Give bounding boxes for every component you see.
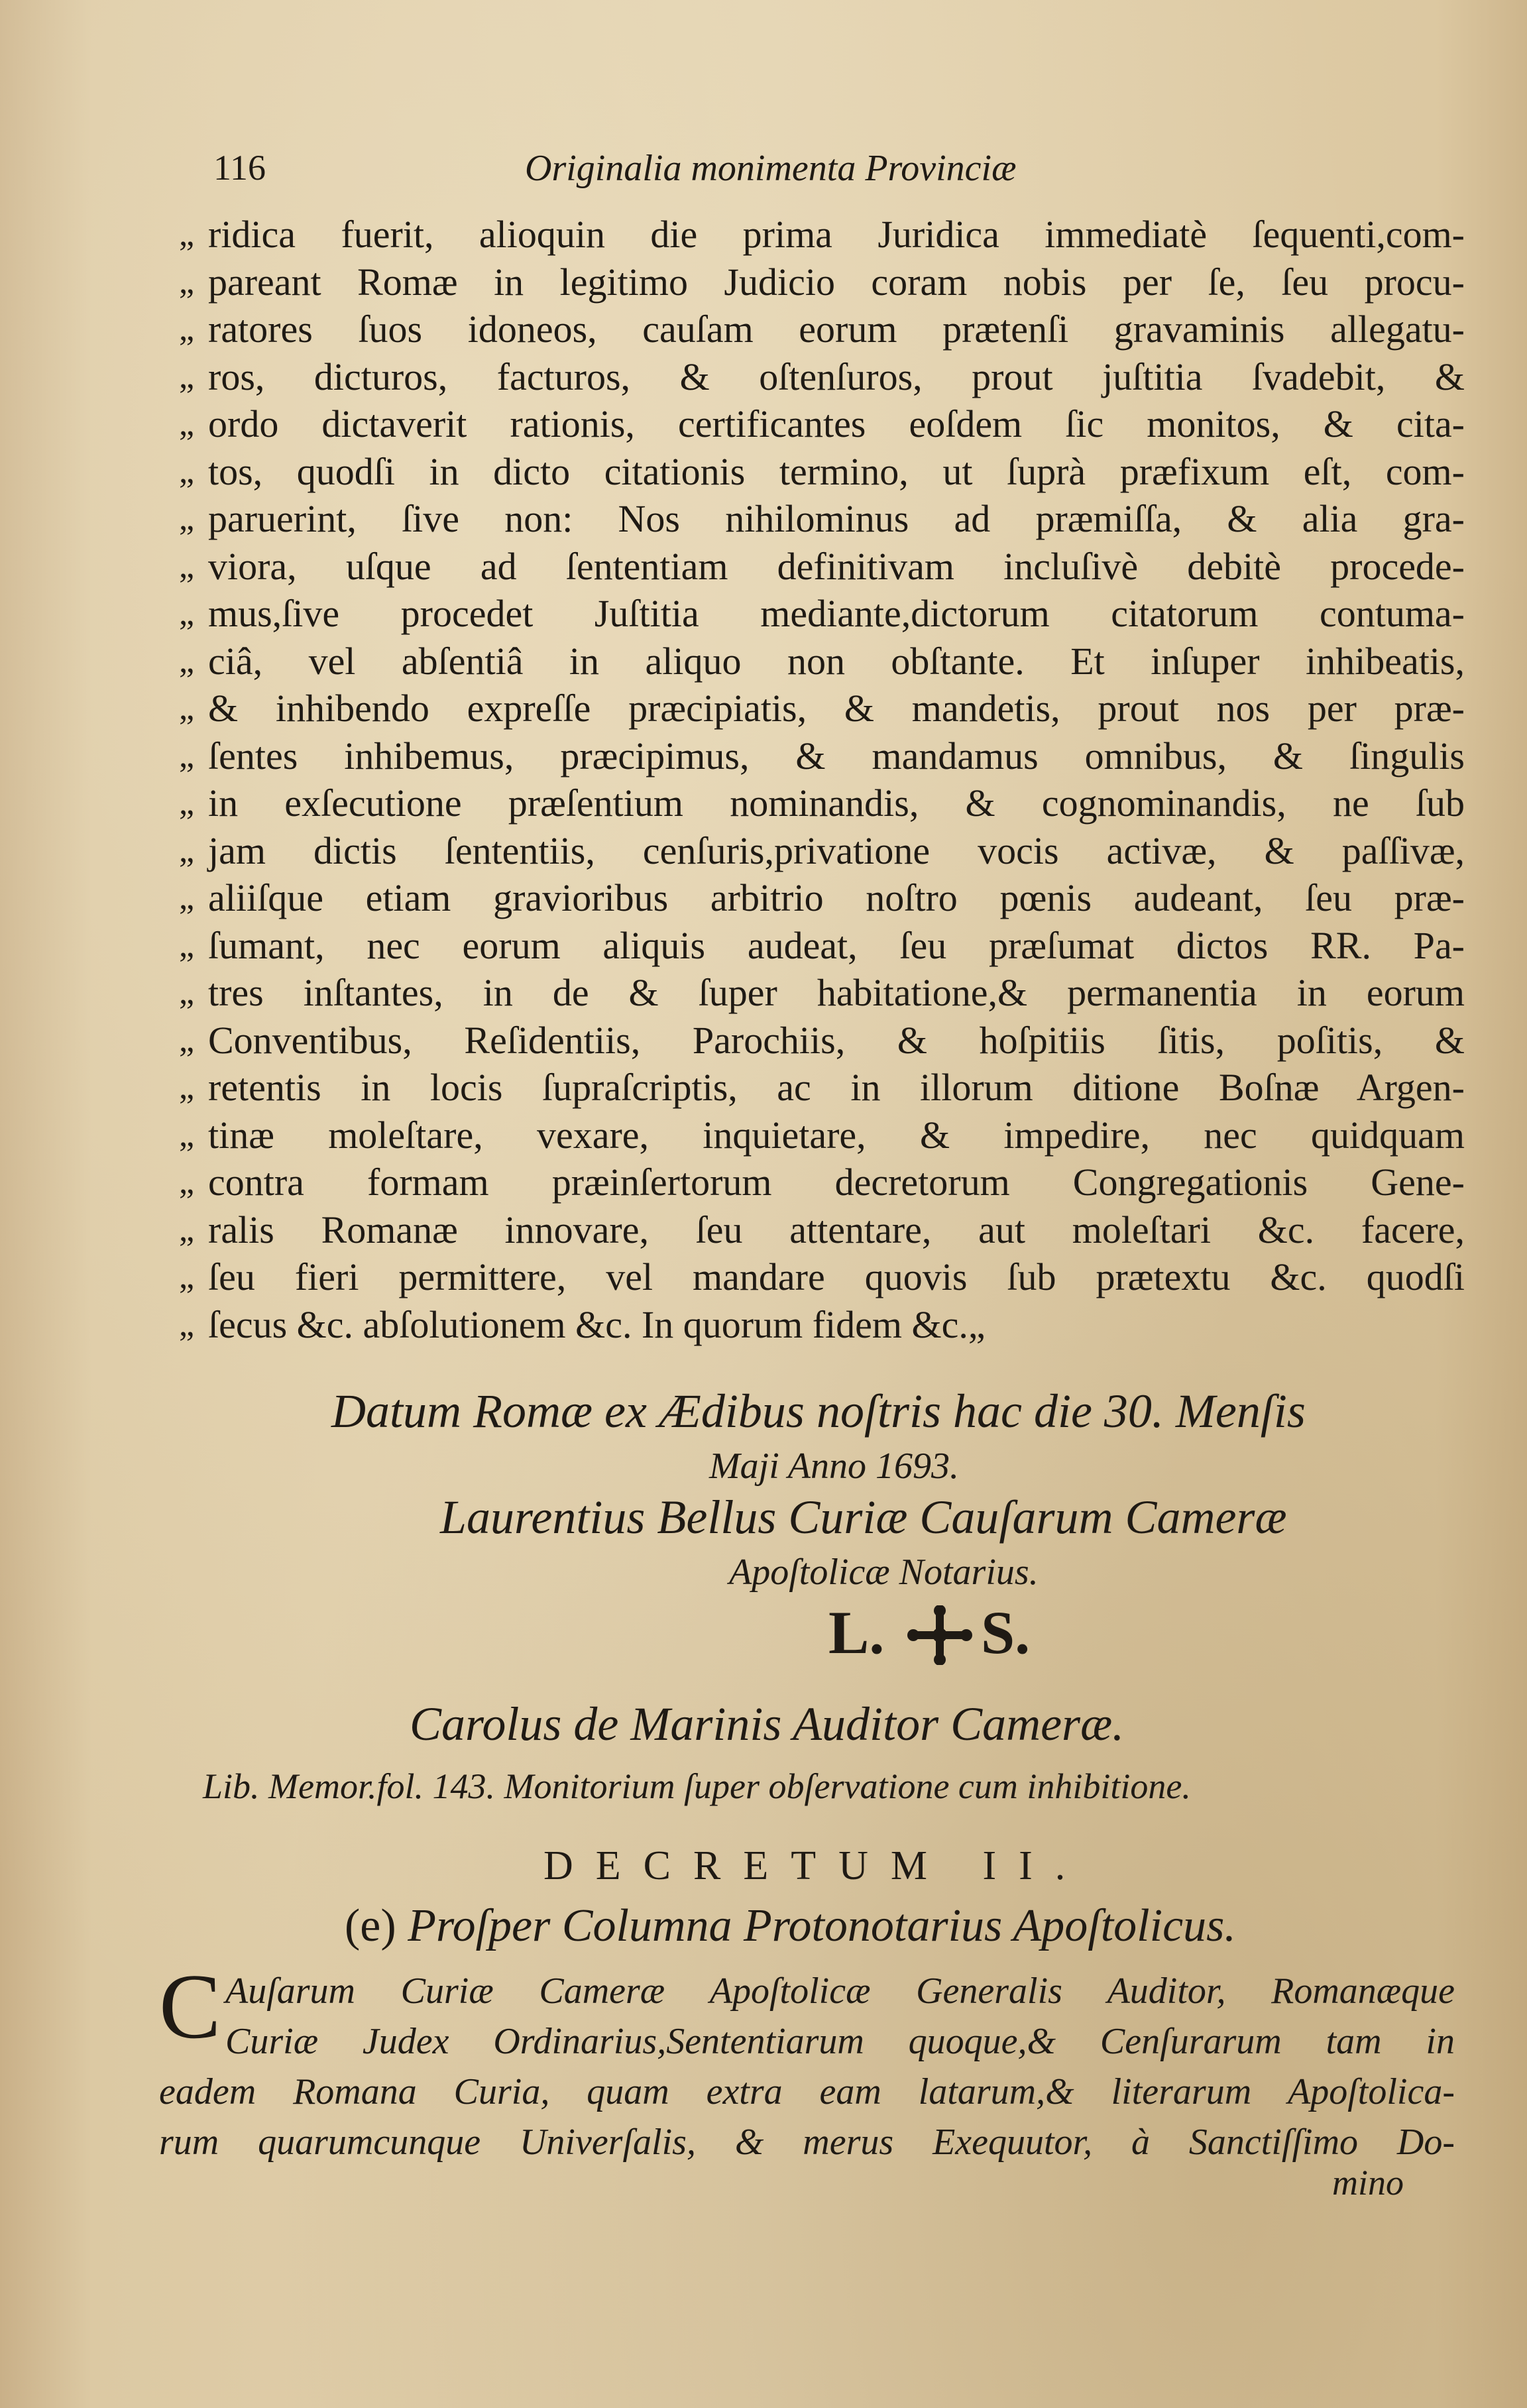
quoted-citation-block [179, 211, 1465, 1348]
decretum-line: Curiæ Judex Ordinarius,Sententiarum quoque,& Cenſurarum tam in [225, 2021, 1455, 2062]
quoted-line-text: in exſecutione præſentium nominandis, & cognominandis, ne ſub [208, 781, 1465, 825]
quoted-line-text: Conventibus, Reſidentiis, Parochiis, & hoſpitiis ſitis, poſitis, & [208, 1018, 1465, 1062]
quoted-line-text: viora, uſque ad ſententiam definitivam incluſivè debitè procede- [208, 544, 1465, 588]
quote-mark: „ [179, 1068, 195, 1106]
prosper-line [345, 1900, 1236, 1953]
quoted-line-text: ſeu fieri permittere, vel mandare quovis ſub prætextu &c. quodſi [208, 1255, 1465, 1298]
quote-mark: „ [179, 452, 195, 490]
quoted-line [179, 258, 1465, 306]
quote-mark: „ [179, 547, 195, 585]
quoted-line-text: ſentes inhibemus, præcipimus, & mandamus omnibus, & ſingulis [208, 734, 1465, 777]
quoted-line-text: jam dictis ſententiis, cenſuris,privatione vocis activæ, & paſſivæ, [208, 829, 1465, 872]
quoted-line [179, 827, 1465, 875]
auditor-signature: Carolus de Marinis Auditor Cameræ. [410, 1697, 1125, 1750]
quoted-line-text: ratores ſuos idoneos, cauſam eorum prætenſi gravaminis allegatu- [208, 308, 1465, 351]
decretum-body [159, 1955, 1455, 2167]
footnote-mark: (e) [345, 1900, 396, 1951]
quoted-line [179, 1112, 1465, 1159]
quoted-line [179, 306, 1465, 353]
decretum-line: Auſarum Curiæ Cameræ Apoſtolicæ Generalis Auditor, Romanæque [225, 1971, 1455, 2012]
quote-mark: „ [179, 1021, 195, 1059]
quoted-line-text: ridica fuerit, alioquin die prima Juridica immediatè ſequenti,com- [208, 213, 1465, 256]
quoted-line-text: ſumant, nec eorum aliquis audeat, ſeu præſumat dictos RR. Pa- [208, 923, 1465, 967]
quoted-line [179, 1206, 1465, 1254]
page-number: 116 [213, 148, 266, 188]
page-header [213, 147, 1373, 200]
quoted-line-text: ordo dictaverit rationis, certificantes eoſdem ſic monitos, & cita- [208, 402, 1465, 445]
decretum-heading: DECRETUM II. [543, 1843, 1088, 1888]
quote-mark: „ [179, 262, 195, 301]
quoted-line [179, 874, 1465, 922]
quoted-line-text: ros, dicturos, facturos, & oſtenſuros, prout juſtitia ſvadebit, & [208, 355, 1465, 398]
quoted-line-text: mus,ſive procedet Juſtitia mediante,dictorum citatorum contuma- [208, 592, 1465, 635]
decretum-line: eadem Romana Curia, quam extra eam latarum,& literarum Apoſtolica- [159, 2071, 1455, 2112]
quoted-line [179, 1301, 1465, 1349]
quote-mark: „ [179, 357, 195, 396]
quoted-line [179, 495, 1465, 543]
quoted-line [179, 779, 1465, 827]
quoted-line [179, 969, 1465, 1017]
quote-mark: „ [179, 784, 195, 822]
quote-mark: „ [179, 879, 195, 917]
quoted-line [179, 1253, 1465, 1301]
quote-mark: „ [179, 1258, 195, 1296]
quoted-line-text: & inhibendo expreſſe præcipiatis, & mandetis, prout nos per præ- [208, 687, 1465, 730]
quoted-line [179, 1017, 1465, 1064]
cross-fleury-icon [907, 1605, 973, 1665]
running-title: Originalia monimenta Provinciæ [525, 148, 1017, 189]
seal-letter-l: L. [828, 1599, 885, 1666]
quote-mark: „ [179, 1116, 195, 1154]
quote-mark: „ [179, 736, 195, 775]
quote-mark: „ [179, 215, 195, 253]
quoted-line-text: ſecus &c. abſolutionem &c. In quorum fidem &c.„ [208, 1302, 986, 1346]
catchword: mino [1332, 2163, 1404, 2203]
quoted-line [179, 638, 1465, 685]
quoted-line [179, 543, 1465, 591]
quoted-line [179, 590, 1465, 638]
quoted-line [179, 448, 1465, 496]
seal-letter-s: S. [981, 1599, 1031, 1666]
quoted-line-text: ciâ, vel abſentiâ in aliquo non obſtante. Et inſuper inhibeatis, [208, 639, 1465, 683]
quoted-line-text: paruerint, ſive non: Nos nihilominus ad præmiſſa, & alia gra- [208, 497, 1465, 540]
quoted-line [179, 1159, 1465, 1206]
quoted-line-text: retentis in locis ſupraſcriptis, ac in illorum ditione Boſnæ Argen- [208, 1066, 1465, 1109]
notary-title: Apoſtolicæ Notarius. [729, 1552, 1039, 1593]
quote-mark: „ [179, 500, 195, 538]
notary-name: Laurentius Bellus Curiæ Cauſarum Cameræ [440, 1491, 1287, 1544]
quote-mark: „ [179, 974, 195, 1011]
quoted-line-text: aliiſque etiam gravioribus arbitrio noſtro pœnis audeant, ſeu præ- [208, 876, 1465, 919]
quoted-line-text: tos, quodſi in dicto citationis termino, ut ſuprà præfixum eſt, com- [208, 449, 1465, 493]
quoted-line [179, 685, 1465, 732]
quoted-line [179, 922, 1465, 970]
quoted-line [179, 211, 1465, 258]
quote-mark: „ [179, 831, 195, 870]
prosper-title: Proſper Columna Protonotarius Apoſtolicus. [408, 1900, 1236, 1951]
quote-mark: „ [179, 926, 195, 964]
seal-mark [828, 1597, 1080, 1670]
quoted-line [179, 732, 1465, 780]
quoted-line-text: pareant Romæ in legitimo Judicio coram nobis per ſe, ſeu procu- [208, 260, 1465, 304]
quoted-line-text: ralis Romanæ innovare, ſeu attentare, aut moleſtari &c. facere, [208, 1208, 1465, 1251]
quoted-line-text: tres inſtantes, in de & ſuper habitatione,& permanentia in eorum [208, 971, 1465, 1014]
datum-line: Datum Romæ ex Ædibus noſtris hac die 30. Menſis [331, 1385, 1306, 1438]
quote-mark: „ [179, 1210, 195, 1249]
decretum-line: rum quarumcunque Univerſalis, & merus Exequutor, à Sanctiſſimo Do- [159, 2122, 1455, 2163]
quote-mark: „ [179, 689, 195, 727]
datum-date: Maji Anno 1693. [709, 1446, 959, 1487]
quoted-line [179, 1064, 1465, 1112]
quote-mark: „ [179, 1305, 195, 1344]
quoted-line [179, 353, 1465, 401]
quote-mark: „ [179, 642, 195, 680]
library-reference: Lib. Memor.fol. 143. Monitorium ſuper obſervatione cum inhibitione. [203, 1766, 1191, 1806]
quote-mark: „ [179, 1163, 195, 1201]
quote-mark: „ [179, 595, 195, 632]
quoted-line-text: tinæ moleſtare, vexare, inquietare, & impedire, nec quidquam [208, 1113, 1465, 1157]
quote-mark: „ [179, 405, 195, 443]
quoted-line [179, 400, 1465, 448]
drop-cap: C [159, 1955, 221, 2058]
quote-mark: „ [179, 310, 195, 348]
quoted-line-text: contra formam præinſertorum decretorum Congregationis Gene- [208, 1161, 1465, 1204]
